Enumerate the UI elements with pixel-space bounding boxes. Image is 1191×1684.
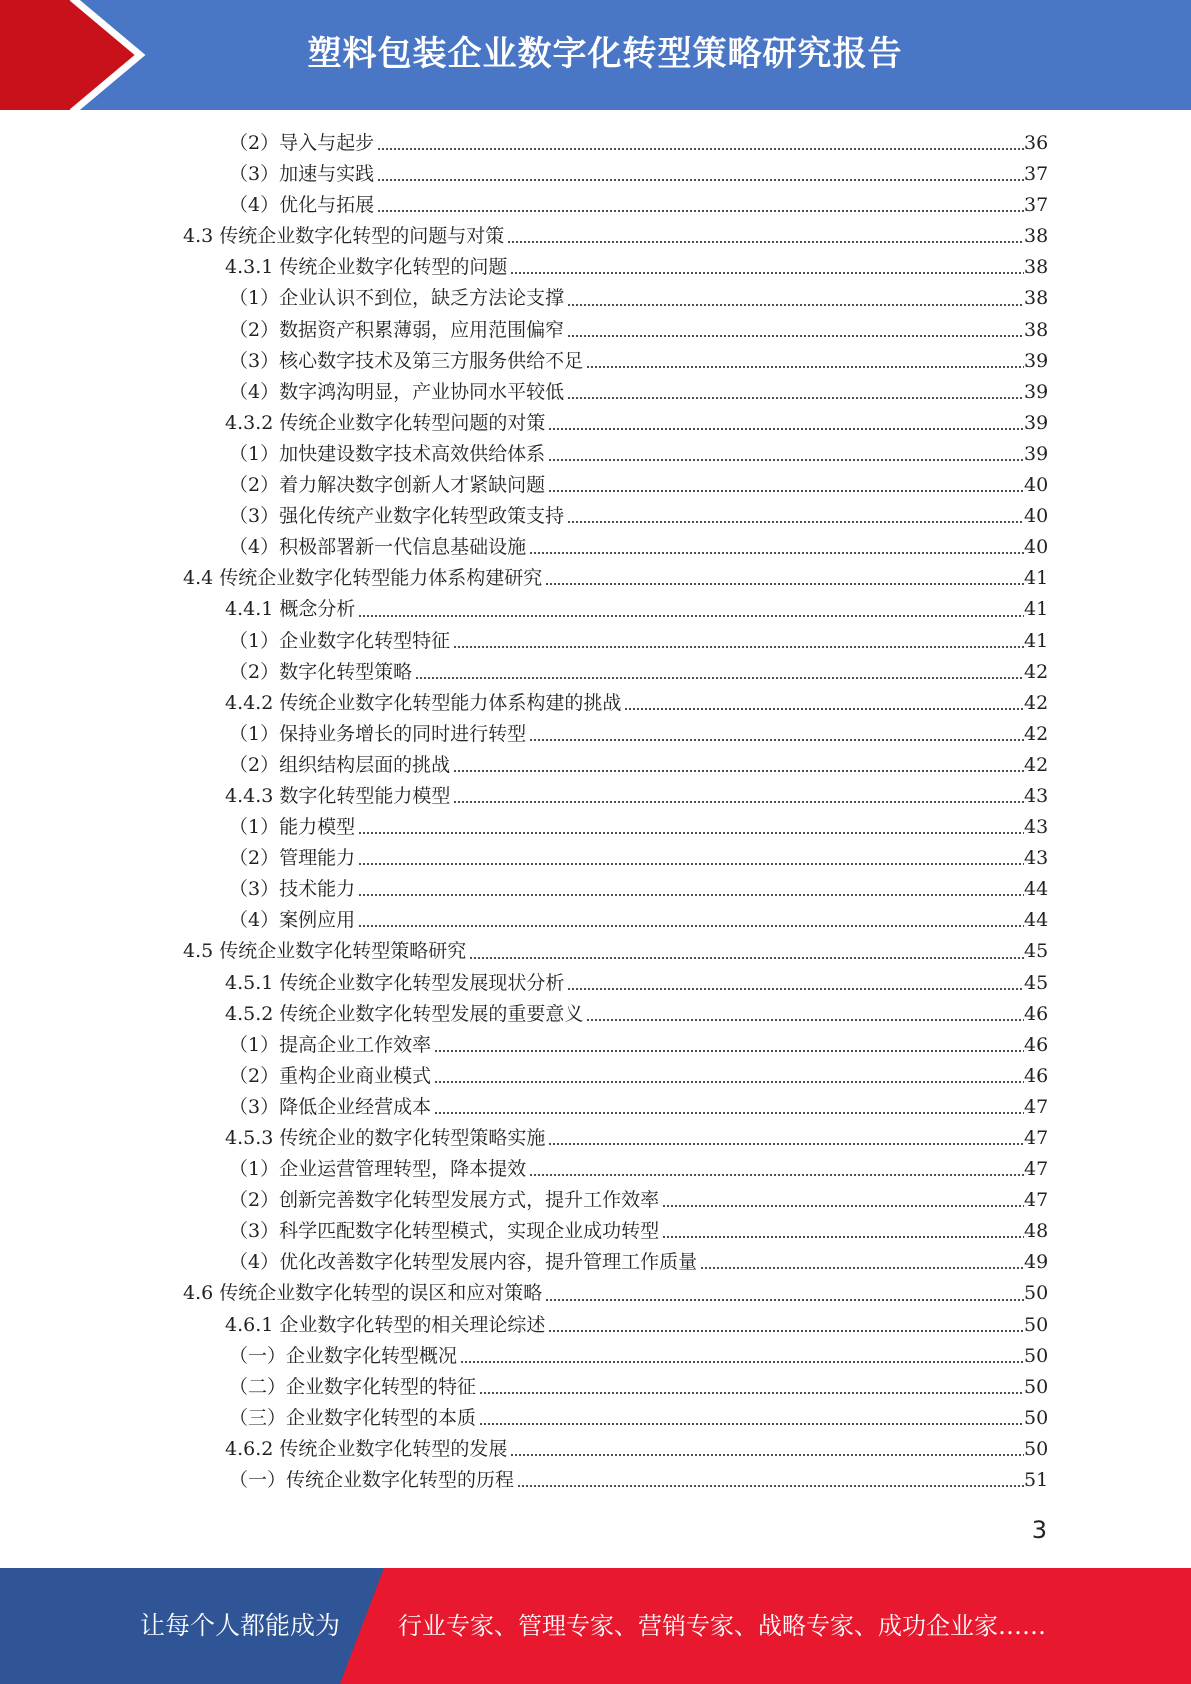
toc-dot-leader: [415, 675, 1024, 680]
toc-entry-title: （1）提高企业工作效率: [229, 1033, 432, 1056]
toc-entry-title: （2）重构企业商业模式: [229, 1064, 432, 1087]
toc-dot-leader: [434, 1048, 1024, 1053]
toc-entry-title: 4.3 传统企业数字化转型的问题与对策: [183, 225, 505, 248]
toc-dot-leader: [567, 333, 1024, 338]
toc-entry-title: （1）能力模型: [229, 816, 356, 839]
toc-dot-leader: [529, 737, 1024, 742]
toc-dot-leader: [548, 1328, 1024, 1333]
toc-entry[interactable]: [229, 377, 1191, 408]
toc-dot-leader: [567, 302, 1024, 307]
toc-entry-title: （1）企业认识不到位，缺乏方法论支撑: [229, 287, 565, 310]
toc-dot-leader: [358, 613, 1024, 618]
toc-entry-title: （一）传统企业数字化转型的历程: [229, 1469, 515, 1492]
toc-dot-leader: [529, 550, 1024, 555]
toc-entry-page: 47: [1024, 1189, 1049, 1212]
toc-dot-leader: [567, 519, 1024, 524]
toc-entry-title: 4.4.1 概念分析: [225, 598, 356, 621]
toc-entry-title: （4）优化与拓展: [229, 194, 375, 217]
toc-entry-page: 46: [1024, 1064, 1049, 1087]
toc-dot-leader: [548, 488, 1024, 493]
toc-entry-page: 36: [1024, 132, 1049, 154]
toc-entry[interactable]: [229, 283, 1191, 314]
toc-entry[interactable]: [225, 408, 1191, 439]
toc-dot-leader: [545, 1297, 1024, 1302]
toc-dot-leader: [548, 457, 1024, 462]
toc-entry-page: 42: [1024, 660, 1049, 683]
toc-entry-title: （4）数字鸿沟明显，产业协同水平较低: [229, 380, 565, 403]
toc-entry-page: 41: [1024, 567, 1049, 590]
toc-dot-leader: [545, 581, 1024, 586]
toc-entry[interactable]: [229, 1092, 1191, 1123]
toc-entry[interactable]: [229, 1372, 1191, 1403]
toc-dot-leader: [662, 1234, 1024, 1239]
toc-dot-leader: [700, 1265, 1024, 1270]
toc-entry[interactable]: [229, 1154, 1191, 1185]
toc-entry[interactable]: [225, 1434, 1191, 1465]
toc-entry-page: 43: [1024, 816, 1049, 839]
toc-entry[interactable]: [229, 874, 1191, 905]
toc-dot-leader: [479, 1421, 1024, 1426]
toc-entry-page: 37: [1024, 194, 1049, 217]
toc-entry-page: 38: [1024, 225, 1049, 248]
toc-dot-leader: [434, 1110, 1024, 1115]
toc-entry[interactable]: [229, 750, 1191, 781]
toc-entry-page: 44: [1024, 909, 1049, 932]
toc-entry-page: 39: [1024, 380, 1049, 403]
toc-entry-page: 45: [1024, 940, 1049, 963]
toc-entry-page: 48: [1024, 1220, 1049, 1243]
toc-entry[interactable]: [229, 470, 1191, 501]
toc-entry-title: （3）技术能力: [229, 878, 356, 901]
toc-entry-title: 4.5.1 传统企业数字化转型发展现状分析: [225, 971, 565, 994]
toc-entry-page: 43: [1024, 847, 1049, 870]
toc-entry[interactable]: [229, 1185, 1191, 1216]
toc-entry-page: 40: [1024, 536, 1049, 559]
toc-entry[interactable]: [229, 190, 1191, 221]
toc-entry[interactable]: [229, 501, 1191, 532]
toc-entry-page: 47: [1024, 1095, 1049, 1118]
toc-entry-page: 50: [1024, 1375, 1049, 1398]
footer-slogan-left: 让每个人都能成为: [140, 1611, 341, 1640]
toc-entry-title: （2）着力解决数字创新人才紧缺问题: [229, 474, 546, 497]
toc-entry-page: 37: [1024, 163, 1049, 186]
toc-dot-leader: [377, 208, 1024, 213]
toc-dot-leader: [358, 923, 1024, 928]
toc-entry-page: 39: [1024, 442, 1049, 465]
toc-entry-title: （2）创新完善数字化转型发展方式，提升工作效率: [229, 1189, 660, 1212]
toc-dot-leader: [548, 1141, 1024, 1146]
toc-entry-page: 38: [1024, 318, 1049, 341]
toc-entry-title: （2）组织结构层面的挑战: [229, 753, 451, 776]
table-of-contents: [0, 128, 1191, 1496]
toc-entry-title: （1）保持业务增长的同时进行转型: [229, 722, 527, 745]
toc-entry-page: 43: [1024, 784, 1049, 807]
toc-dot-leader: [662, 1203, 1024, 1208]
toc-entry-title: （3）加速与实践: [229, 163, 375, 186]
toc-entry[interactable]: [225, 781, 1191, 812]
toc-entry[interactable]: [225, 252, 1191, 283]
toc-entry-page: 47: [1024, 1127, 1049, 1149]
toc-dot-leader: [453, 644, 1024, 649]
toc-entry[interactable]: [229, 439, 1191, 470]
toc-entry[interactable]: [229, 159, 1191, 190]
toc-entry-title: 4.4.2 传统企业数字化转型能力体系构建的挑战: [225, 691, 622, 714]
toc-dot-leader: [460, 1359, 1024, 1364]
toc-entry[interactable]: [229, 1030, 1191, 1061]
toc-entry[interactable]: [225, 1123, 1191, 1154]
toc-entry-title: 4.6.1 企业数字化转型的相关理论综述: [225, 1313, 546, 1336]
toc-entry[interactable]: [183, 563, 1191, 594]
toc-entry[interactable]: [229, 1403, 1191, 1434]
toc-dot-leader: [510, 270, 1024, 275]
toc-entry[interactable]: [183, 936, 1191, 967]
toc-entry[interactable]: [229, 657, 1191, 688]
toc-entry-title: （2）管理能力: [229, 847, 356, 870]
toc-dot-leader: [453, 799, 1024, 804]
toc-entry-page: 42: [1024, 691, 1049, 714]
toc-dot-leader: [453, 768, 1024, 773]
page-footer: [0, 1568, 1191, 1684]
toc-dot-leader: [567, 395, 1024, 400]
toc-entry-page: 49: [1024, 1251, 1049, 1274]
toc-entry-title: （4）积极部署新一代信息基础设施: [229, 536, 527, 559]
toc-dot-leader: [510, 1452, 1024, 1457]
toc-entry[interactable]: [229, 532, 1191, 563]
toc-entry-page: 41: [1024, 598, 1049, 621]
toc-entry-title: （1）加快建设数字技术高效供给体系: [229, 442, 546, 465]
toc-entry[interactable]: [229, 843, 1191, 874]
toc-entry-page: 44: [1024, 878, 1049, 901]
toc-entry[interactable]: [229, 1247, 1191, 1278]
toc-dot-leader: [507, 239, 1024, 244]
footer-slogan-right: 行业专家、管理专家、营销专家、战略专家、成功企业家……: [398, 1612, 1046, 1640]
page-header: [0, 0, 1191, 110]
document-title: 塑料包装企业数字化转型策略研究报告: [307, 34, 903, 74]
toc-entry[interactable]: [229, 315, 1191, 346]
toc-entry[interactable]: [225, 968, 1191, 999]
toc-entry[interactable]: [183, 1278, 1191, 1309]
toc-dot-leader: [624, 706, 1024, 711]
toc-entry-title: 4.5.2 传统企业数字化转型发展的重要意义: [225, 1002, 584, 1025]
toc-entry-title: （4）优化改善数字化转型发展内容，提升管理工作质量: [229, 1251, 698, 1274]
toc-entry[interactable]: [183, 221, 1191, 252]
toc-entry-page: 50: [1024, 1282, 1049, 1305]
toc-entry[interactable]: [225, 999, 1191, 1030]
toc-entry[interactable]: [229, 719, 1191, 750]
toc-entry-title: 4.5.3 传统企业的数字化转型策略实施: [225, 1127, 546, 1149]
toc-entry-page: 38: [1024, 256, 1049, 279]
toc-entry-title: （一）企业数字化转型概况: [229, 1344, 458, 1367]
toc-entry[interactable]: [229, 626, 1191, 657]
toc-dot-leader: [358, 892, 1024, 897]
toc-entry[interactable]: [229, 1341, 1191, 1372]
toc-entry[interactable]: [229, 1061, 1191, 1092]
toc-entry-title: （2）导入与起步: [229, 132, 375, 154]
toc-entry-title: 4.3.1 传统企业数字化转型的问题: [225, 256, 508, 279]
toc-entry-title: 4.4.3 数字化转型能力模型: [225, 784, 451, 807]
toc-dot-leader: [358, 830, 1024, 835]
toc-entry-title: 4.6 传统企业数字化转型的误区和应对策略: [183, 1282, 543, 1305]
toc-dot-leader: [586, 1017, 1024, 1022]
toc-entry-page: 40: [1024, 474, 1049, 497]
toc-entry-page: 42: [1024, 753, 1049, 776]
toc-entry-page: 50: [1024, 1313, 1049, 1336]
toc-entry-page: 50: [1024, 1437, 1049, 1460]
toc-entry-page: 41: [1024, 629, 1049, 652]
toc-entry-title: （3）降低企业经营成本: [229, 1095, 432, 1118]
chevron-arrow-icon: [0, 0, 160, 110]
toc-entry-title: 4.4 传统企业数字化转型能力体系构建研究: [183, 567, 543, 590]
toc-dot-leader: [586, 364, 1024, 369]
toc-dot-leader: [548, 426, 1024, 431]
toc-entry-title: 4.3.2 传统企业数字化转型问题的对策: [225, 411, 546, 434]
toc-entry-page: 38: [1024, 287, 1049, 310]
toc-dot-leader: [469, 955, 1024, 960]
toc-entry-page: 46: [1024, 1033, 1049, 1056]
toc-dot-leader: [517, 1483, 1024, 1488]
toc-entry[interactable]: [225, 1310, 1191, 1341]
toc-dot-leader: [567, 986, 1024, 991]
toc-entry-page: 45: [1024, 971, 1049, 994]
toc-entry[interactable]: [229, 905, 1191, 936]
toc-entry-page: 46: [1024, 1002, 1049, 1025]
toc-entry-title: （3）核心数字技术及第三方服务供给不足: [229, 349, 584, 372]
page-number: 3: [1031, 1516, 1047, 1544]
toc-entry-page: 39: [1024, 349, 1049, 372]
toc-entry-title: （1）企业运营管理转型，降本提效: [229, 1158, 527, 1181]
toc-entry-title: （二）企业数字化转型的特征: [229, 1375, 477, 1398]
toc-entry-title: （2）数字化转型策略: [229, 660, 413, 683]
toc-dot-leader: [479, 1390, 1024, 1395]
toc-entry-title: （2）数据资产积累薄弱，应用范围偏窄: [229, 318, 565, 341]
toc-entry-title: （三）企业数字化转型的本质: [229, 1406, 477, 1429]
toc-dot-leader: [529, 1172, 1024, 1177]
toc-entry[interactable]: [225, 688, 1191, 719]
toc-dot-leader: [358, 861, 1024, 866]
toc-entry-page: 50: [1024, 1344, 1049, 1367]
toc-entry-title: 4.6.2 传统企业数字化转型的发展: [225, 1437, 508, 1460]
toc-entry-title: （3）强化传统产业数字化转型政策支持: [229, 505, 565, 528]
toc-entry-title: （4）案例应用: [229, 909, 356, 932]
toc-entry[interactable]: [229, 1216, 1191, 1247]
toc-dot-leader: [434, 1079, 1024, 1084]
toc-entry-title: 4.5 传统企业数字化转型策略研究: [183, 940, 467, 963]
toc-entry-page: 50: [1024, 1406, 1049, 1429]
toc-entry-page: 42: [1024, 722, 1049, 745]
toc-entry[interactable]: [229, 128, 1191, 159]
toc-entry-page: 47: [1024, 1158, 1049, 1181]
toc-entry[interactable]: [229, 1465, 1191, 1496]
toc-entry[interactable]: [229, 346, 1191, 377]
toc-entry-page: 51: [1024, 1469, 1049, 1492]
toc-entry-page: 40: [1024, 505, 1049, 528]
toc-dot-leader: [377, 146, 1024, 151]
toc-entry-title: （1）企业数字化转型特征: [229, 629, 451, 652]
toc-dot-leader: [377, 177, 1024, 182]
toc-entry[interactable]: [225, 594, 1191, 625]
toc-entry-title: （3）科学匹配数字化转型模式，实现企业成功转型: [229, 1220, 660, 1243]
toc-entry-page: 39: [1024, 411, 1049, 434]
toc-entry[interactable]: [229, 812, 1191, 843]
